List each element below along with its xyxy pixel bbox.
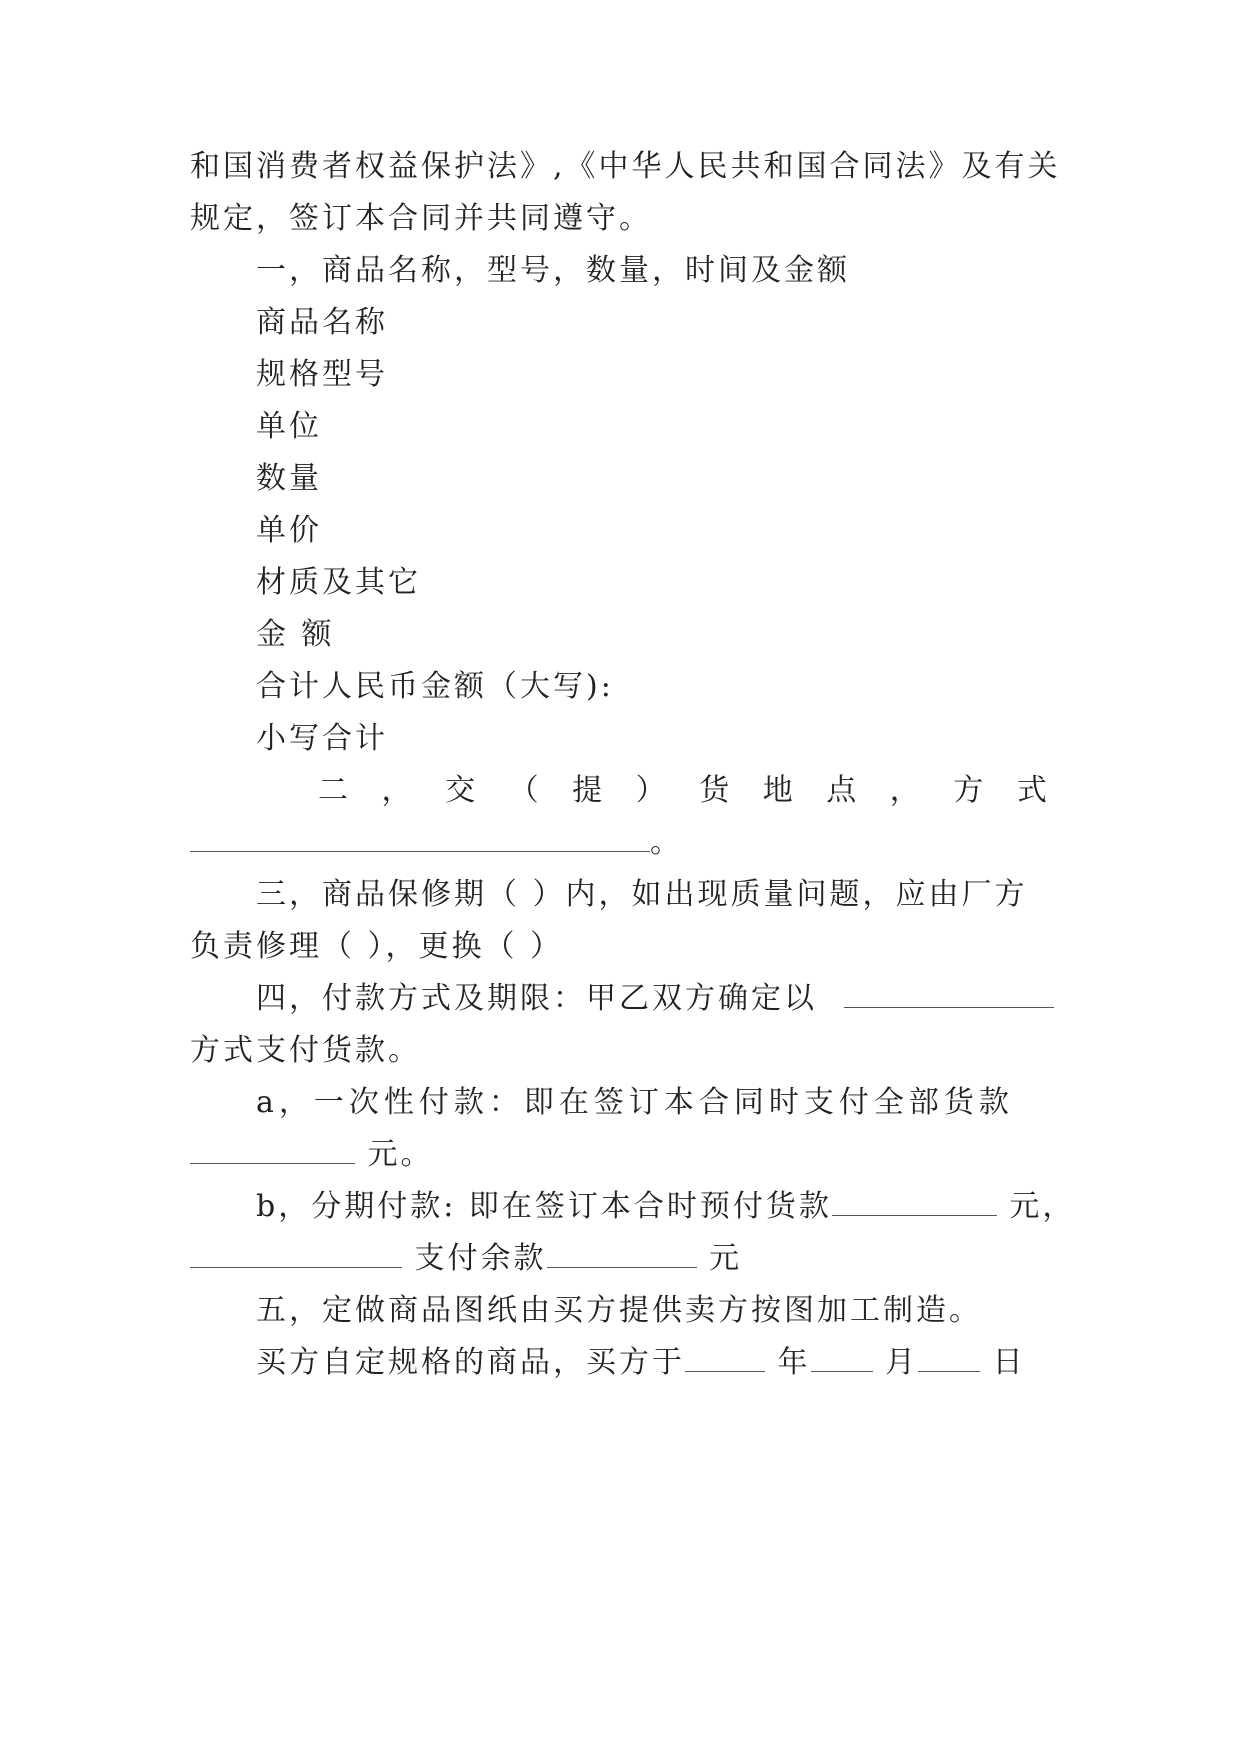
section-5-line-2: [256, 1343, 1050, 1383]
section-2-char: ，: [889, 773, 923, 808]
item-unit-price: 单价: [256, 513, 322, 548]
item-spec-model: 规格型号: [256, 357, 388, 392]
paragraph-line-2: 规定，签订本合同并共同遵守。: [190, 201, 652, 236]
section-2-char: 式: [1016, 773, 1050, 808]
section-4-text: 四，付款方式及期限：甲乙双方确定以: [256, 981, 817, 1016]
delivery-blank-line: [190, 823, 1050, 863]
option-b-line-2: [190, 1239, 1050, 1279]
year-blank[interactable]: [685, 1343, 765, 1372]
day-blank[interactable]: [918, 1343, 980, 1372]
installment-text: b，分期付款: 即在签订本合时预付货款: [256, 1189, 832, 1224]
item-amount: 金 额: [256, 617, 335, 652]
section-2-char: 交: [445, 773, 479, 808]
item-unit: 单位: [256, 409, 322, 444]
custom-spec-text: 买方自定规格的商品，买方于: [256, 1345, 685, 1380]
section-4-line-2: 方式支付货款。: [190, 1033, 421, 1068]
full-payment-amount-blank[interactable]: [190, 1135, 355, 1164]
option-b-line-1: [256, 1187, 1076, 1227]
payment-method-blank[interactable]: [844, 979, 1054, 1008]
balance-amount-blank[interactable]: [547, 1239, 697, 1268]
month-blank[interactable]: [811, 1343, 873, 1372]
section-2-char: 点: [826, 773, 860, 808]
paragraph-line-1: 和国消费者权益保护法》,《中华人民共和国合同法》及有关: [190, 149, 1061, 184]
option-a-line-1: a，一次性付款：即在签订本合同时支付全部货款: [256, 1085, 1014, 1120]
section-2-char: 提: [572, 773, 606, 808]
period: 。: [650, 825, 683, 860]
item-material: 材质及其它: [256, 565, 421, 600]
section-2-heading: [318, 771, 1050, 811]
section-2-char: 地: [762, 773, 796, 808]
section-2-char: （: [508, 773, 542, 808]
section-1-heading: 一，商品名称，型号，数量，时间及金额: [256, 253, 850, 288]
section-2-char: ，: [381, 773, 415, 808]
balance-date-blank[interactable]: [190, 1239, 402, 1268]
section-2-char: 二: [318, 773, 351, 808]
yuan-label: 元。: [367, 1137, 434, 1172]
section-3-line-2: 负责修理（ ），更换（ ）: [190, 929, 564, 964]
month-label: 月: [885, 1345, 919, 1380]
section-5-line-1: 五，定做商品图纸由买方提供卖方按图加工制造。: [256, 1293, 982, 1328]
delivery-method-blank[interactable]: [190, 823, 650, 852]
year-label: 年: [777, 1345, 811, 1380]
section-2-char: ）: [635, 773, 669, 808]
yuan-label: 元，: [1009, 1189, 1076, 1224]
section-2-char: 方: [953, 773, 987, 808]
section-3-line-1: 三，商品保修期（ ）内，如出现质量问题，应由厂方: [256, 877, 1028, 912]
deposit-amount-blank[interactable]: [832, 1187, 997, 1216]
day-label: 日: [992, 1345, 1026, 1380]
yuan-label: 元: [709, 1241, 743, 1276]
section-4-line-1: [256, 979, 1050, 1019]
item-total-figures: 小写合计: [256, 721, 388, 756]
balance-text: 支付余款: [414, 1241, 547, 1276]
section-2-char: 货: [699, 773, 733, 808]
option-a-line-2: [190, 1135, 1050, 1175]
item-total-capital: 合计人民币金额（大写):: [256, 669, 614, 704]
item-quantity: 数量: [256, 461, 322, 496]
item-product-name: 商品名称: [256, 305, 388, 340]
